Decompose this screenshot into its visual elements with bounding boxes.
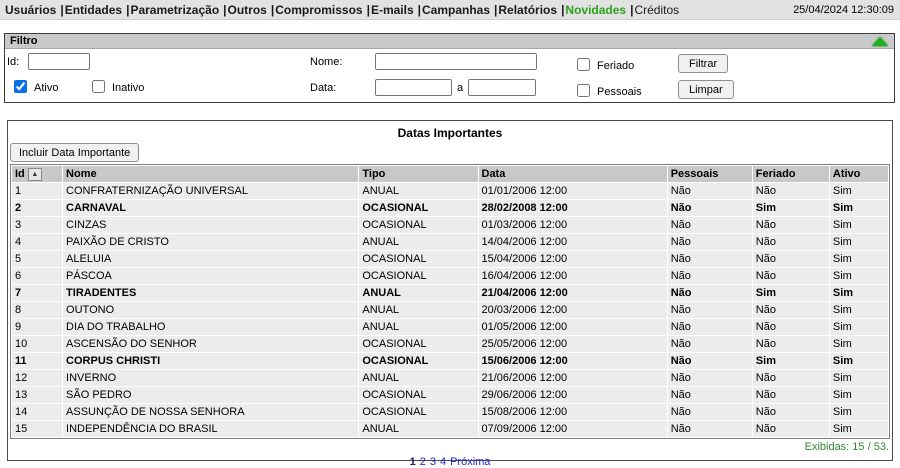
cell-ativo: Sim	[830, 200, 888, 216]
filter-panel	[4, 33, 895, 103]
feriado-checkbox-label: Feriado	[597, 60, 635, 72]
top-menu-bar	[0, 0, 900, 20]
menu-separator: |	[494, 3, 498, 17]
cell-tipo: OCASIONAL	[359, 404, 477, 420]
table-row[interactable]	[12, 217, 888, 233]
cell-pessoais: Não	[668, 353, 752, 369]
cell-id: 9	[12, 319, 62, 335]
cell-feriado: Não	[753, 404, 829, 420]
cell-id: 1	[12, 183, 62, 199]
table-wrapper	[10, 164, 890, 439]
cell-ativo: Sim	[830, 217, 888, 233]
cell-nome: CONFRATERNIZAÇÃO UNIVERSAL	[63, 183, 358, 199]
cell-id: 6	[12, 268, 62, 284]
cell-tipo: OCASIONAL	[359, 387, 477, 403]
table-row[interactable]	[12, 302, 888, 318]
pagination	[8, 456, 892, 468]
cell-id: 3	[12, 217, 62, 233]
pessoais-checkbox-label: Pessoais	[597, 86, 642, 98]
cell-tipo: OCASIONAL	[359, 200, 477, 216]
cell-feriado: Não	[753, 234, 829, 250]
cell-pessoais: Não	[668, 370, 752, 386]
menu-item-campanhas[interactable]: Campanhas	[421, 3, 491, 17]
cell-tipo: OCASIONAL	[359, 336, 477, 352]
inativo-checkbox-label: Inativo	[112, 82, 145, 94]
cell-pessoais: Não	[668, 200, 752, 216]
column-header-pessoais[interactable]: Pessoais	[668, 166, 752, 182]
pagination-page-link-3[interactable]: 3	[429, 456, 436, 468]
table-row[interactable]	[12, 285, 888, 301]
current-datetime: 25/04/2024 12:30:09	[793, 4, 894, 16]
column-header-id[interactable]	[12, 166, 62, 182]
cell-tipo: OCASIONAL	[359, 251, 477, 267]
cell-tipo: ANUAL	[359, 370, 477, 386]
cell-id: 4	[12, 234, 62, 250]
cell-pessoais: Não	[668, 404, 752, 420]
cell-pessoais: Não	[668, 268, 752, 284]
cell-feriado: Não	[753, 421, 829, 437]
menu-separator: |	[561, 3, 565, 17]
cell-pessoais: Não	[668, 319, 752, 335]
menu-separator: |	[630, 3, 634, 17]
cell-id: 12	[12, 370, 62, 386]
menu-separator: |	[417, 3, 421, 17]
menu-item-relatorios[interactable]: Relatórios	[498, 3, 558, 17]
cell-tipo: ANUAL	[359, 183, 477, 199]
cell-ativo: Sim	[830, 302, 888, 318]
cell-id: 2	[12, 200, 62, 216]
cell-feriado: Não	[753, 336, 829, 352]
column-header-feriado[interactable]: Feriado	[753, 166, 829, 182]
data-from-input[interactable]	[375, 79, 452, 96]
menu-items	[5, 3, 679, 17]
cell-tipo: OCASIONAL	[359, 353, 477, 369]
cell-tipo: OCASIONAL	[359, 217, 477, 233]
table-row[interactable]	[12, 370, 888, 386]
cell-data: 25/05/2006 12:00	[479, 336, 667, 352]
cell-id: 11	[12, 353, 62, 369]
cell-pessoais: Não	[668, 251, 752, 267]
cell-data: 16/04/2006 12:00	[479, 268, 667, 284]
data-range-separator: a	[457, 82, 464, 94]
cell-id: 10	[12, 336, 62, 352]
cell-nome: TIRADENTES	[63, 285, 358, 301]
filtrar-button[interactable]: Filtrar	[678, 54, 728, 73]
nome-label: Nome:	[310, 56, 343, 68]
cell-pessoais: Não	[668, 421, 752, 437]
cell-id: 8	[12, 302, 62, 318]
menu-item-usuarios[interactable]: Usuários	[5, 3, 57, 17]
datas-importantes-table	[11, 165, 889, 438]
cell-data: 20/03/2006 12:00	[479, 302, 667, 318]
cell-feriado: Não	[753, 319, 829, 335]
cell-ativo: Sim	[830, 387, 888, 403]
column-header-nome[interactable]: Nome	[63, 166, 358, 182]
cell-id: 7	[12, 285, 62, 301]
cell-data: 01/01/2006 12:00	[479, 183, 667, 199]
cell-ativo: Sim	[830, 421, 888, 437]
sort-ascending-icon[interactable]: ▲	[28, 168, 42, 181]
menu-item-novidades[interactable]: Novidades	[565, 3, 627, 17]
cell-id: 15	[12, 421, 62, 437]
cell-ativo: Sim	[830, 336, 888, 352]
cell-data: 14/04/2006 12:00	[479, 234, 667, 250]
cell-pessoais: Não	[668, 183, 752, 199]
page-title: Datas Importantes	[397, 126, 503, 140]
table-row[interactable]	[12, 421, 888, 437]
table-row[interactable]	[12, 251, 888, 267]
cell-ativo: Sim	[830, 268, 888, 284]
cell-pessoais: Não	[668, 234, 752, 250]
cell-nome: ASCENSÃO DO SENHOR	[63, 336, 358, 352]
column-header-ativo[interactable]: Ativo	[830, 166, 888, 182]
pagination-page-link-4[interactable]: 4	[439, 456, 447, 468]
feriado-checkbox[interactable]	[577, 58, 590, 71]
table-row[interactable]	[12, 319, 888, 335]
table-row[interactable]	[12, 404, 888, 420]
cell-feriado: Não	[753, 268, 829, 284]
cell-pessoais: Não	[668, 302, 752, 318]
cell-feriado: Não	[753, 183, 829, 199]
cell-nome: PÁSCOA	[63, 268, 358, 284]
cell-feriado: Não	[753, 387, 829, 403]
cell-id: 14	[12, 404, 62, 420]
column-header-data[interactable]: Data	[479, 166, 667, 182]
menu-item-entidades[interactable]: Entidades	[64, 3, 123, 17]
cell-pessoais: Não	[668, 336, 752, 352]
cell-data: 21/06/2006 12:00	[479, 370, 667, 386]
cell-nome: CORPUS CHRISTI	[63, 353, 358, 369]
cell-ativo: Sim	[830, 251, 888, 267]
cell-feriado: Não	[753, 217, 829, 233]
pessoais-checkbox[interactable]	[577, 84, 590, 97]
nome-input[interactable]	[375, 53, 537, 70]
limpar-button[interactable]: Limpar	[678, 80, 734, 99]
cell-data: 15/08/2006 12:00	[479, 404, 667, 420]
ativo-checkbox-label: Ativo	[34, 82, 59, 94]
cell-ativo: Sim	[830, 319, 888, 335]
cell-data: 15/04/2006 12:00	[479, 251, 667, 267]
collapse-up-icon[interactable]	[872, 37, 888, 46]
incluir-data-importante-button[interactable]: Incluir Data Importante	[10, 143, 139, 162]
cell-tipo: ANUAL	[359, 234, 477, 250]
cell-pessoais: Não	[668, 285, 752, 301]
cell-data: 01/03/2006 12:00	[479, 217, 667, 233]
cell-data: 07/09/2006 12:00	[479, 421, 667, 437]
cell-pessoais: Não	[668, 217, 752, 233]
cell-feriado: Sim	[753, 285, 829, 301]
cell-tipo: ANUAL	[359, 285, 477, 301]
cell-nome: INDEPENDÊNCIA DO BRASIL	[63, 421, 358, 437]
cell-ativo: Sim	[830, 370, 888, 386]
menu-item-e-mails[interactable]: E-mails	[370, 3, 414, 17]
cell-nome: ASSUNÇÃO DE NOSSA SENHORA	[63, 404, 358, 420]
filter-title: Filtro	[10, 35, 38, 47]
cell-data: 29/06/2006 12:00	[479, 387, 667, 403]
table-row[interactable]	[12, 183, 888, 199]
cell-tipo: ANUAL	[359, 302, 477, 318]
menu-separator: |	[126, 3, 130, 17]
table-row[interactable]	[12, 200, 888, 216]
menu-item-parametrizacao[interactable]: Parametrização	[130, 3, 220, 17]
table-header-row	[12, 166, 888, 182]
cell-nome: INVERNO	[63, 370, 358, 386]
cell-feriado: Não	[753, 251, 829, 267]
filter-header	[5, 34, 894, 49]
inativo-checkbox[interactable]	[92, 80, 105, 93]
cell-data: 01/05/2006 12:00	[479, 319, 667, 335]
id-label: Id:	[7, 56, 20, 68]
menu-item-outros[interactable]: Outros	[227, 3, 267, 17]
menu-separator: |	[366, 3, 370, 17]
menu-item-creditos[interactable]: Créditos	[634, 3, 680, 17]
data-label: Data:	[310, 82, 337, 94]
cell-data: 21/04/2006 12:00	[479, 285, 667, 301]
pagination-next-link[interactable]: Próxima	[450, 456, 491, 468]
cell-feriado: Sim	[753, 353, 829, 369]
cell-ativo: Sim	[830, 353, 888, 369]
cell-nome: PAIXÃO DE CRISTO	[63, 234, 358, 250]
cell-nome: ALELUIA	[63, 251, 358, 267]
cell-tipo: ANUAL	[359, 421, 477, 437]
cell-nome: SÃO PEDRO	[63, 387, 358, 403]
cell-id: 13	[12, 387, 62, 403]
cell-nome: CARNAVAL	[63, 200, 358, 216]
cell-feriado: Não	[753, 370, 829, 386]
cell-ativo: Sim	[830, 183, 888, 199]
column-header-tipo[interactable]: Tipo	[359, 166, 477, 182]
data-to-input[interactable]	[468, 79, 536, 96]
cell-feriado: Sim	[753, 200, 829, 216]
column-header-id-label: Id	[15, 167, 25, 180]
table-row[interactable]	[12, 268, 888, 284]
cell-ativo: Sim	[830, 404, 888, 420]
cell-nome: CINZAS	[63, 217, 358, 233]
cell-ativo: Sim	[830, 234, 888, 250]
menu-item-compromissos[interactable]: Compromissos	[275, 3, 363, 17]
id-input[interactable]	[28, 53, 90, 70]
cell-nome: DIA DO TRABALHO	[63, 319, 358, 335]
table-row[interactable]	[12, 353, 888, 369]
table-row[interactable]	[12, 336, 888, 352]
cell-tipo: ANUAL	[359, 319, 477, 335]
cell-pessoais: Não	[668, 387, 752, 403]
cell-ativo: Sim	[830, 285, 888, 301]
table-row[interactable]	[12, 387, 888, 403]
ativo-checkbox[interactable]	[14, 80, 27, 93]
cell-tipo: OCASIONAL	[359, 268, 477, 284]
results-summary: Exibidas: 15 / 53.	[804, 441, 889, 453]
cell-id: 5	[12, 251, 62, 267]
table-row[interactable]	[12, 234, 888, 250]
datas-importantes-panel	[7, 120, 893, 468]
pagination-current-page: 1	[409, 456, 416, 468]
cell-data: 28/02/2008 12:00	[479, 200, 667, 216]
menu-separator: |	[60, 3, 64, 17]
pagination-page-link-2[interactable]: 2	[419, 456, 426, 468]
cell-nome: OUTONO	[63, 302, 358, 318]
menu-separator: |	[223, 3, 227, 17]
cell-feriado: Não	[753, 302, 829, 318]
menu-separator: |	[270, 3, 275, 17]
cell-data: 15/06/2006 12:00	[479, 353, 667, 369]
